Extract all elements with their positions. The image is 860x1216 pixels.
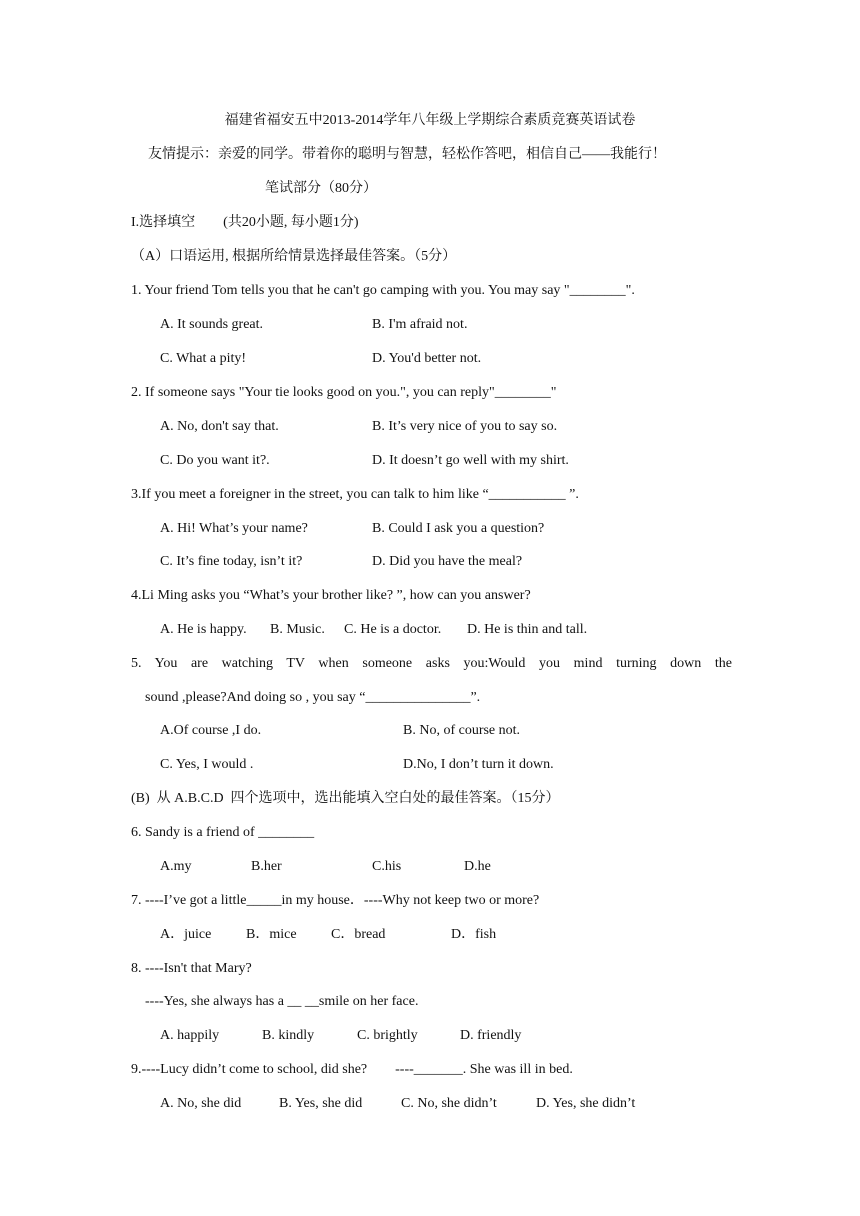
question-4-option-b[interactable]: B. Music. xyxy=(270,622,325,637)
question-9-option-d[interactable]: D. Yes, she didn’t xyxy=(536,1096,636,1111)
question-1-option-a[interactable]: A. It sounds great. xyxy=(160,317,264,332)
question-5-option-c[interactable]: C. Yes, I would . xyxy=(160,757,254,772)
question-1-option-b[interactable]: B. I'm afraid not. xyxy=(372,317,468,332)
question-6-option-a[interactable]: A.my xyxy=(160,859,192,874)
question-5-option-a[interactable]: A.Of course ,I do. xyxy=(160,723,262,738)
question-8-option-c[interactable]: C. brightly xyxy=(357,1028,418,1043)
question-2-option-a[interactable]: A. No, don't say that. xyxy=(160,419,279,434)
section-heading: I.选择填空 (共20小题, 每小题1分) xyxy=(131,215,359,230)
part-b-heading: (B) 从 A.B.C.D 四个选项中，选出能填入空白处的最佳答案。（15分） xyxy=(131,791,560,806)
question-7-option-a[interactable]: A．juice xyxy=(160,927,212,942)
question-5-stem-continued: sound ,please?And doing so , you say “_______________”. xyxy=(145,690,481,705)
question-3-option-d[interactable]: D. Did you have the meal? xyxy=(372,554,523,569)
question-2-option-d[interactable]: D. It doesn’t go well with my shirt. xyxy=(372,453,569,468)
part-a-heading: （A）口语运用, 根据所给情景选择最佳答案。（5分） xyxy=(131,249,457,264)
question-2-option-c[interactable]: C. Do you want it?. xyxy=(160,453,270,468)
question-9-option-c[interactable]: C. No, she didn’t xyxy=(401,1096,497,1111)
friendly-tip: 友情提示：亲爱的同学。带着你的聪明与智慧，轻松作答吧，相信自己——我能行！ xyxy=(148,147,666,162)
question-8-option-a[interactable]: A. happily xyxy=(160,1028,220,1043)
exam-title: 福建省福安五中2013-2014学年八年级上学期综合素质竞赛英语试卷 xyxy=(224,113,636,128)
question-6-option-b[interactable]: B.her xyxy=(251,859,282,874)
question-1-stem: 1. Your friend Tom tells you that he can't go camping with you. You may say "________". xyxy=(131,283,635,298)
question-3-stem: 3.If you meet a foreigner in the street, you can talk to him like “___________ ”. xyxy=(131,487,579,502)
question-4-option-d[interactable]: D. He is thin and tall. xyxy=(467,622,588,637)
question-4-stem: 4.Li Ming asks you “What’s your brother like? ”, how can you answer? xyxy=(131,588,531,603)
question-4-option-c[interactable]: C. He is a doctor. xyxy=(344,622,442,637)
question-8-stem: 8. ----Isn't that Mary? xyxy=(131,961,252,976)
question-7-option-b[interactable]: B．mice xyxy=(246,927,297,942)
question-2-stem: 2. If someone says "Your tie looks good on you.", you can reply"________" xyxy=(131,385,557,400)
question-9-stem: 9.----Lucy didn’t come to school, did she? ----_______. She was ill in bed. xyxy=(131,1062,573,1077)
question-9-option-b[interactable]: B. Yes, she did xyxy=(279,1096,363,1111)
question-3-option-c[interactable]: C. It’s fine today, isn’t it? xyxy=(160,554,303,569)
question-5-option-b[interactable]: B. No, of course not. xyxy=(403,723,521,738)
question-8-option-d[interactable]: D. friendly xyxy=(460,1028,522,1043)
question-2-option-b[interactable]: B. It’s very nice of you to say so. xyxy=(372,419,558,434)
question-8-stem-continued: ----Yes, she always has a __ __smile on her face. xyxy=(145,994,419,1009)
question-7-option-d[interactable]: D．fish xyxy=(451,927,497,942)
question-5-option-d[interactable]: D.No, I don’t turn it down. xyxy=(403,757,554,772)
written-part-heading: 笔试部分（80分） xyxy=(265,181,377,196)
question-6-option-c[interactable]: C.his xyxy=(372,859,402,874)
question-1-option-d[interactable]: D. You'd better not. xyxy=(372,351,482,366)
question-8-option-b[interactable]: B. kindly xyxy=(262,1028,315,1043)
question-4-option-a[interactable]: A. He is happy. xyxy=(160,622,247,637)
question-6-stem: 6. Sandy is a friend of ________ xyxy=(131,825,315,840)
question-6-option-d[interactable]: D.he xyxy=(464,859,491,874)
question-7-option-c[interactable]: C．bread xyxy=(331,927,386,942)
question-3-option-a[interactable]: A. Hi! What’s your name? xyxy=(160,521,308,536)
question-5-stem: 5. You are watching TV when someone asks you:Would you mind turning down the xyxy=(131,656,732,671)
question-1-option-c[interactable]: C. What a pity! xyxy=(160,351,247,366)
question-9-option-a[interactable]: A. No, she did xyxy=(160,1096,242,1111)
question-7-stem: 7. ----I’ve got a little_____in my house．----Why not keep two or more? xyxy=(131,893,540,908)
question-3-option-b[interactable]: B. Could I ask you a question? xyxy=(372,521,545,536)
